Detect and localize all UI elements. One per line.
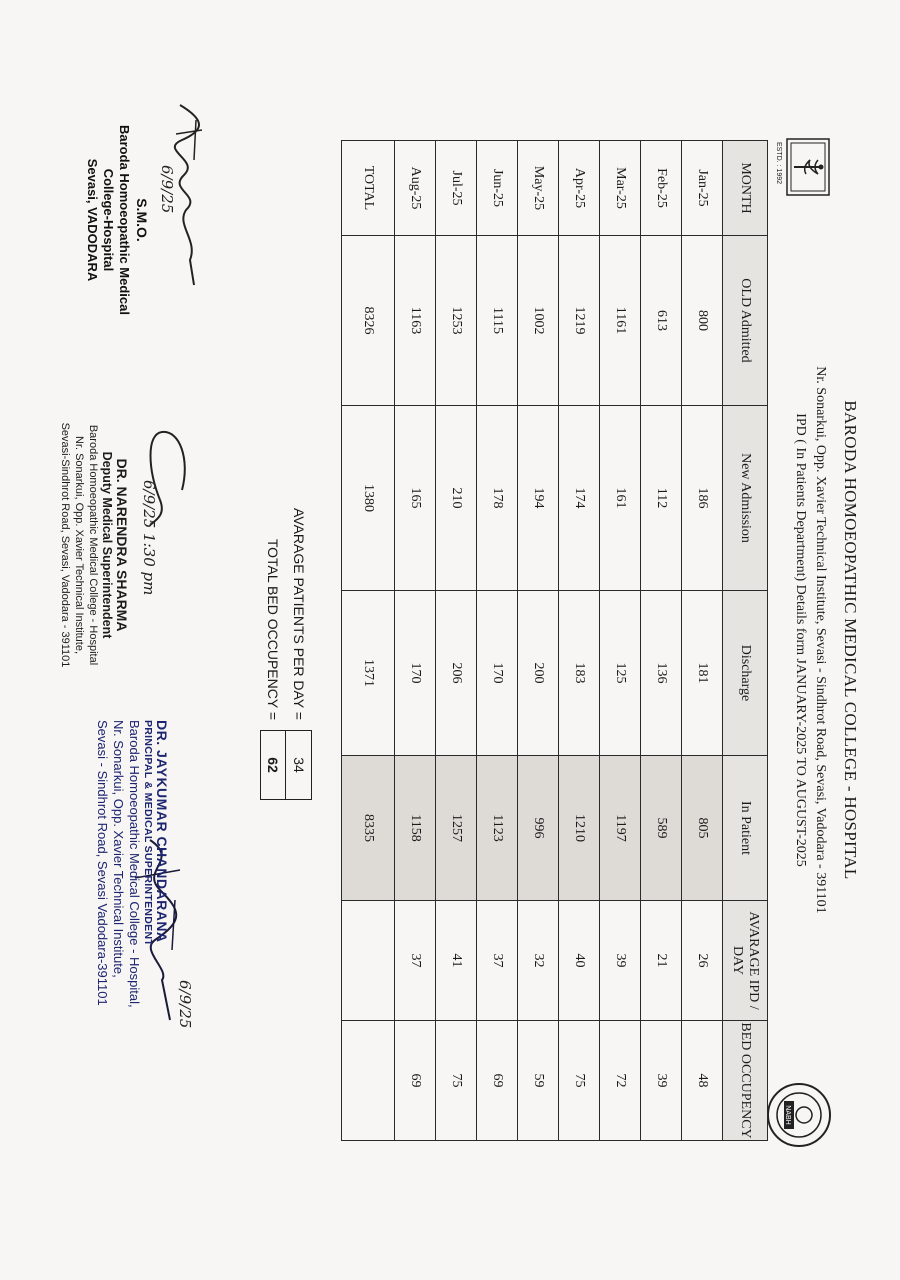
new-admission-cell: 194	[518, 406, 559, 591]
in-patient-cell: 1158	[395, 756, 436, 901]
estd-label: ESTD. : 1992	[775, 142, 782, 185]
dms-name: DR. NARENDRA SHARMA	[114, 458, 130, 632]
month-cell: Feb-25	[641, 141, 682, 236]
dms-line-1: Baroda Homoeopathic Medical College - Hospital	[87, 424, 99, 666]
avg-ipd-cell: 37	[477, 901, 518, 1021]
avg-ipd-cell: 40	[559, 901, 600, 1021]
average-patients-label: AVARAGE PATIENTS PER DAY =	[291, 507, 307, 720]
in-patient-cell: 1210	[559, 756, 600, 901]
col-average-ipd-header: AVARAGE IPD / DAY	[723, 901, 768, 1021]
discharge-cell: 125	[600, 591, 641, 756]
college-emblem-icon	[786, 138, 830, 196]
principal-role: PRINCIPAL & MEDICAL SUPERINTENDENT	[142, 720, 154, 947]
ipd-details-table	[341, 140, 768, 1141]
principal-signature-block	[94, 720, 170, 1060]
discharge-cell: 181	[682, 591, 723, 756]
avg-ipd-cell: 39	[600, 901, 641, 1021]
old-admitted-cell: 1163	[395, 236, 436, 406]
col-in-patient-header: In Patient	[723, 756, 768, 901]
avg-ipd-cell: 26	[682, 901, 723, 1021]
smo-line-1: Baroda Homoeopathic Medical	[117, 125, 132, 315]
discharge-cell: 200	[518, 591, 559, 756]
old-admitted-cell: 613	[641, 236, 682, 406]
col-old-admitted-header: OLD Admitted	[723, 236, 768, 406]
table-row	[682, 141, 723, 1141]
in-patient-cell: 1257	[436, 756, 477, 901]
new-admission-cell: 161	[600, 406, 641, 591]
table-row	[641, 141, 682, 1141]
old-admitted-cell: 1115	[477, 236, 518, 406]
table-row	[559, 141, 600, 1141]
table-row	[477, 141, 518, 1141]
in-patient-cell: 1197	[600, 756, 641, 901]
in-patient-cell: 996	[518, 756, 559, 901]
avg-ipd-cell: 21	[641, 901, 682, 1021]
table-header-row	[723, 141, 768, 1141]
month-cell: Apr-25	[559, 141, 600, 236]
dms-handwritten-note: 6/9/25 1:30 pm	[140, 480, 158, 596]
table-row	[436, 141, 477, 1141]
old-admitted-cell: 1253	[436, 236, 477, 406]
average-patients-row	[286, 440, 312, 800]
college-title: BARODA HOMOEOPATHIC MEDICAL COLLEGE - HOSPITAL	[841, 400, 860, 880]
discharge-cell: 183	[559, 591, 600, 756]
in-patient-cell: 589	[641, 756, 682, 901]
principal-line-3: Sevasi - Sindhrot Road, Sevasi Vadodara-391101	[95, 720, 110, 1006]
smo-line-2: College-Hospital	[101, 168, 116, 272]
avg-ipd-cell: 32	[518, 901, 559, 1021]
bed-occupancy-cell: 75	[436, 1021, 477, 1141]
principal-line-1: Baroda Homoeopathic Medical College - Hospital,	[127, 720, 142, 1008]
total-bed-occupancy-row	[260, 440, 286, 800]
discharge-cell: 170	[395, 591, 436, 756]
table-row	[518, 141, 559, 1141]
bed-occupancy-cell: 59	[518, 1021, 559, 1141]
smo-signature-icon	[170, 100, 210, 290]
new-admission-cell: 178	[477, 406, 518, 591]
total-discharge-cell: 1371	[342, 591, 395, 756]
total-bed-occupancy-value: 62	[260, 730, 286, 800]
col-month-header: MONTH	[723, 141, 768, 236]
smo-signature-block	[84, 60, 150, 380]
dms-line-3: Sevasi-Sindhrot Road, Sevasi, Vadodara - 391101	[59, 422, 71, 668]
principal-handwritten-date: 6/9/25	[176, 980, 194, 1029]
total-row	[342, 141, 395, 1141]
total-label-cell: TOTAL	[342, 141, 395, 236]
month-cell: Mar-25	[600, 141, 641, 236]
total-avg-ipd-cell	[342, 901, 395, 1021]
total-new-admission-cell: 1380	[342, 406, 395, 591]
total-old-admitted-cell: 8326	[342, 236, 395, 406]
principal-line-2: Nr. Sonarkui, Opp. Xavier Technical Institute,	[111, 720, 126, 978]
new-admission-cell: 186	[682, 406, 723, 591]
in-patient-cell: 805	[682, 756, 723, 901]
total-bed-occupancy-label: TOTAL BED OCCUPENCY =	[265, 538, 281, 720]
new-admission-cell: 112	[641, 406, 682, 591]
discharge-cell: 170	[477, 591, 518, 756]
bed-occupancy-cell: 69	[477, 1021, 518, 1141]
dms-role: Deputy Medical Superintendent	[100, 451, 114, 639]
nabh-badge-text: NABH	[784, 1105, 791, 1125]
table-row	[395, 141, 436, 1141]
month-cell: Aug-25	[395, 141, 436, 236]
old-admitted-cell: 1002	[518, 236, 559, 406]
dms-line-2: Nr. Sonarkui, Opp. Xavier Technical Institute,	[73, 435, 85, 655]
old-admitted-cell: 1161	[600, 236, 641, 406]
in-patient-cell: 1123	[477, 756, 518, 901]
bed-occupancy-cell: 72	[600, 1021, 641, 1141]
old-admitted-cell: 1219	[559, 236, 600, 406]
bed-occupancy-cell: 39	[641, 1021, 682, 1141]
table-row	[600, 141, 641, 1141]
avg-ipd-cell: 37	[395, 901, 436, 1021]
summary-block	[260, 440, 312, 800]
dms-signature-block	[58, 380, 130, 710]
smo-line-3: Sevasi, VADODARA	[85, 158, 100, 282]
month-cell: May-25	[518, 141, 559, 236]
bed-occupancy-cell: 75	[559, 1021, 600, 1141]
smo-role: S.M.O.	[134, 198, 150, 242]
average-patients-value: 34	[286, 730, 312, 800]
old-admitted-cell: 800	[682, 236, 723, 406]
month-cell: Jul-25	[436, 141, 477, 236]
bed-occupancy-cell: 69	[395, 1021, 436, 1141]
college-address: Nr. Sonarkui, Opp. Xavier Technical Institute, Sevasi - Sindhrot Road, Sevasi, Vadodara - 391101	[813, 366, 828, 914]
discharge-cell: 206	[436, 591, 477, 756]
avg-ipd-cell: 41	[436, 901, 477, 1021]
month-cell: Jan-25	[682, 141, 723, 236]
col-discharge-header: Discharge	[723, 591, 768, 756]
smo-handwritten-date: 6/9/25	[158, 165, 176, 214]
report-subtitle: IPD ( In Patients Department) Details form JANUARY-2025 TO AUGUST-2025	[793, 413, 808, 867]
nabh-logo-icon	[766, 1082, 832, 1148]
new-admission-cell: 210	[436, 406, 477, 591]
col-bed-occupancy-header: BED OCCUPENCY	[723, 1021, 768, 1141]
total-bed-occupancy-cell	[342, 1021, 395, 1141]
discharge-cell: 136	[641, 591, 682, 756]
month-cell: Jun-25	[477, 141, 518, 236]
total-in-patient-cell: 8335	[342, 756, 395, 901]
new-admission-cell: 174	[559, 406, 600, 591]
col-new-admission-header: New Admission	[723, 406, 768, 591]
principal-name: DR. JAYKUMAR CHANDARANA	[154, 720, 170, 943]
new-admission-cell: 165	[395, 406, 436, 591]
bed-occupancy-cell: 48	[682, 1021, 723, 1141]
